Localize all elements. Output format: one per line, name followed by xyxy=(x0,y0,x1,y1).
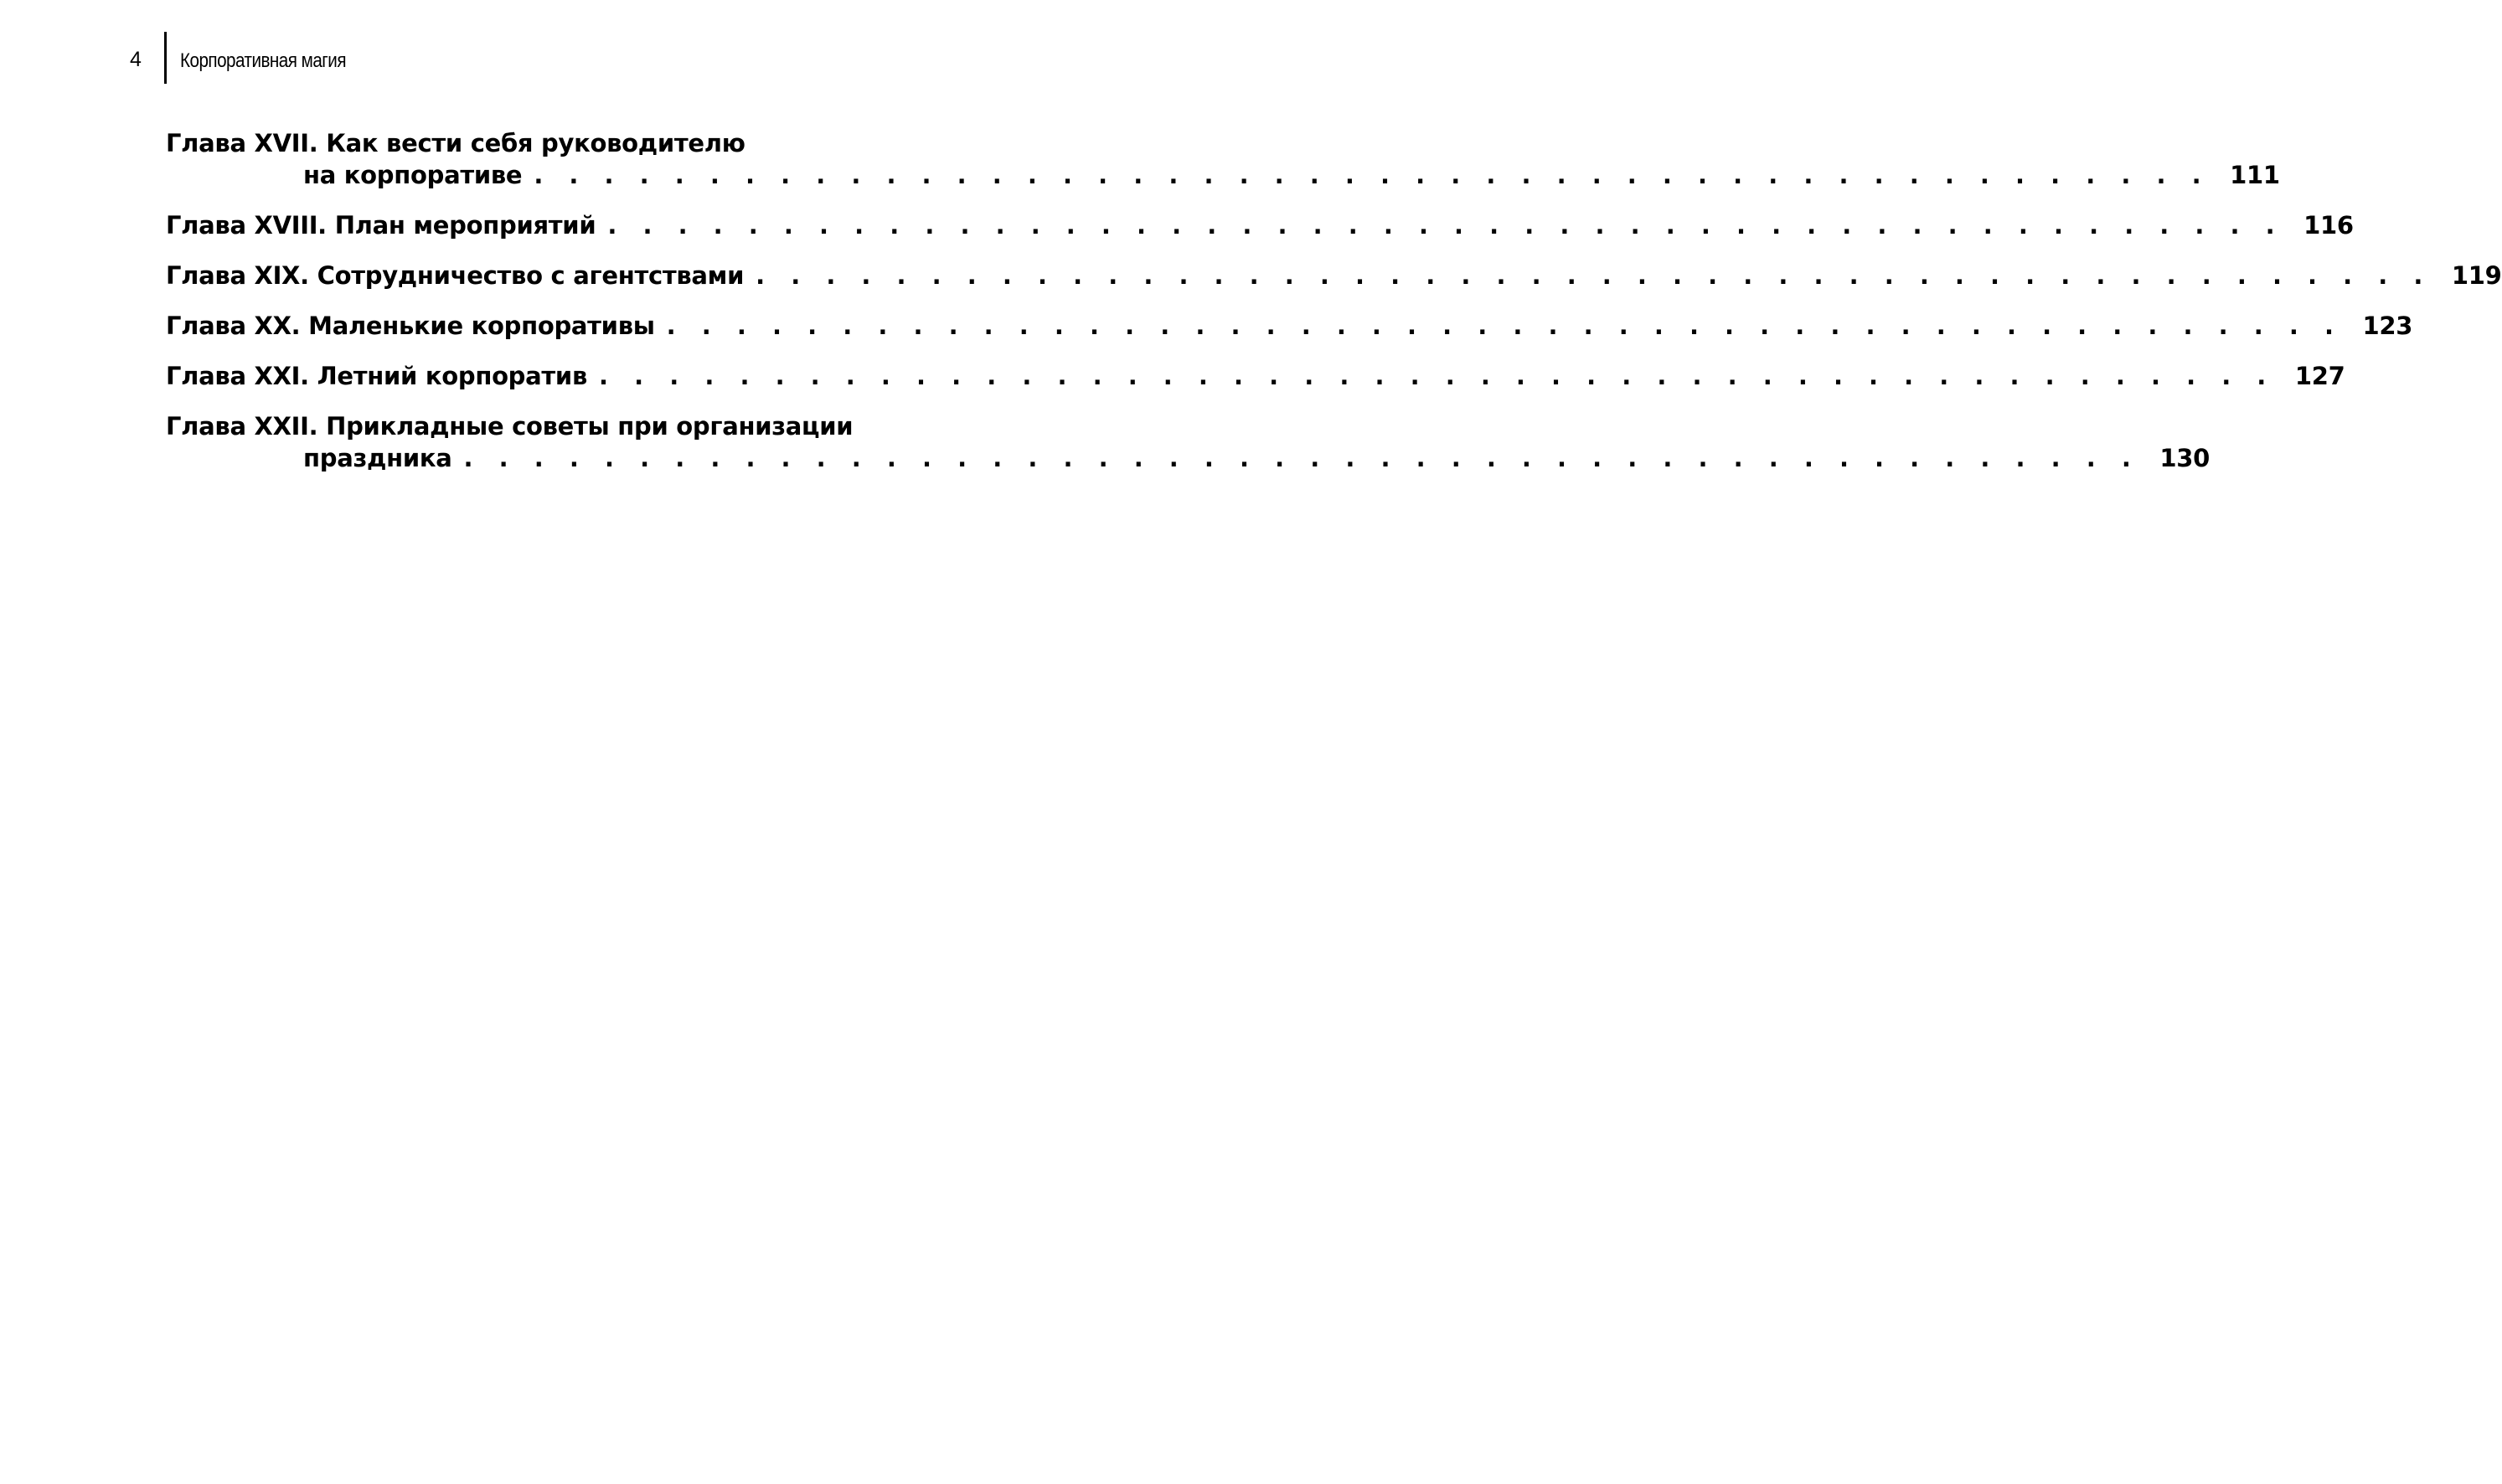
running-head xyxy=(0,32,1055,85)
dot-leader: . . . . . . . . . . . . . . . . . . . . . . . . . . . . . . . . . . . . . . . . . . . . . . . . xyxy=(599,362,2275,390)
toc-entry-title-continuation: на корпоративе xyxy=(303,161,523,189)
toc-page-number: 130 xyxy=(2159,444,2211,472)
header-divider xyxy=(164,32,167,84)
toc-entry-xxi[interactable] xyxy=(166,360,2345,392)
toc-entry-title-continuation: праздника xyxy=(303,444,452,472)
toc-entry-xviii[interactable] xyxy=(166,209,2354,241)
dot-leader: . . . . . . . . . . . . . . . . . . . . . . . . . . . . . . . . . . . . . . . . . . . . . . . . xyxy=(534,161,2211,189)
toc-entry-title: Глава XX. Маленькие корпоративы xyxy=(166,312,655,340)
toc-page-number: 116 xyxy=(2303,211,2354,240)
toc-entry-title: Глава XXII. Прикладные советы при организации xyxy=(166,412,854,441)
dot-leader: . . . . . . . . . . . . . . . . . . . . . . . . . . . . . . . . . . . . . . . . . . . . . . . . xyxy=(463,444,2140,472)
table-of-contents xyxy=(166,127,2502,474)
dot-leader: . . . . . . . . . . . . . . . . . . . . . . . . . . . . . . . . . . . . . . . . . . . . . . . . xyxy=(756,261,2432,290)
toc-page-number: 123 xyxy=(2362,312,2413,340)
dot-leader: . . . . . . . . . . . . . . . . . . . . . . . . . . . . . . . . . . . . . . . . . . . . . . . . xyxy=(607,211,2284,240)
toc-entry-xx[interactable] xyxy=(166,310,2413,342)
toc-entry-xxii[interactable] xyxy=(166,410,2211,474)
dot-leader: . . . . . . . . . . . . . . . . . . . . . . . . . . . . . . . . . . . . . . . . . . . . . . . . xyxy=(666,312,2343,340)
toc-entry-xvii[interactable] xyxy=(166,127,2280,191)
toc-page-number: 127 xyxy=(2294,362,2345,390)
toc-entry-xix[interactable] xyxy=(166,260,2502,291)
toc-entry-title: Глава XVIII. План мероприятий xyxy=(166,211,596,240)
toc-page-number: 119 xyxy=(2451,261,2502,290)
toc-entry-title: Глава XXI. Летний корпоратив xyxy=(166,362,587,390)
toc-entry-title: Глава XVII. Как вести себя руководителю xyxy=(166,129,745,157)
toc-entry-title: Глава XIX. Сотрудничество с агентствами xyxy=(166,261,745,290)
book-title: Корпоративная магия xyxy=(180,49,346,72)
toc-page-number: 111 xyxy=(2230,161,2280,189)
page-number: 4 xyxy=(130,48,142,71)
